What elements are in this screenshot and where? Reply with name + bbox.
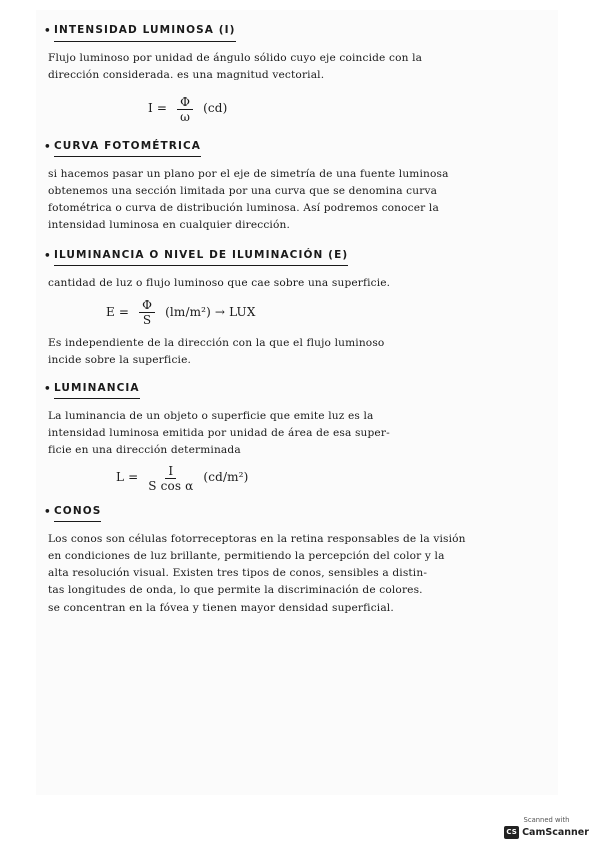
section-intensidad	[44, 22, 554, 124]
section-luminancia	[44, 380, 554, 493]
paragraph: Los conos son células fotorreceptoras en la retina responsables de la visión en condiciones de luz brillante, permitiendo la percepción del color y la alta resolución visual. Existen tres tipos de conos, sensibles a distin- tas longitudes de onda, lo que permite la discriminación de colores. se concentran en la fóvea y tienen mayor densidad superficial.	[48, 532, 466, 614]
formula-iluminancia: E = $\frac{\Phi}{S}$ (lm/m²) → LUX	[106, 298, 256, 328]
camscanner-logo-icon: CS	[504, 826, 519, 839]
paragraph: Flujo luminoso por unidad de ángulo sólido cuyo eje coincide con la dirección considerada. es una magnitud vectorial.	[48, 52, 423, 82]
fraction: $\frac{I}{\text{S cos α}}$	[148, 463, 194, 493]
formula-intensidad: I = $\frac{\Phi}{\omega}$ (cd)	[148, 94, 228, 124]
formula-luminancia: L = $\frac{I}{\text{S cos α}}$ (cd/m²)	[116, 463, 249, 493]
section-heading: • CONOS	[44, 503, 554, 523]
handwritten-notes	[44, 22, 554, 617]
section-iluminancia	[44, 247, 554, 370]
fraction: $\frac{\Phi}{\omega}$	[177, 95, 193, 124]
fraction: $\frac{\Phi}{S}$	[139, 298, 155, 327]
paragraph: si hacemos pasar un plano por el eje de simetría de una fuente luminosa obtenemos una sección limitada por una curva que se denomina curva fotométrica o curva de distribución luminosa. Así podremos conocer la intensidad luminosa en cualquier dirección.	[48, 167, 449, 232]
section-heading: • LUMINANCIA	[44, 380, 554, 400]
camscanner-badge: Scanned with CS CamScanner	[504, 811, 589, 843]
bullet-icon: •	[44, 505, 52, 518]
paragraph: Es independiente de la dirección con la que el flujo luminoso incide sobre la superficie.	[48, 337, 385, 367]
section-heading: • CURVA FOTOMÉTRICA	[44, 138, 554, 158]
bullet-icon: •	[44, 383, 52, 396]
section-curva-fotometrica	[44, 138, 554, 235]
bullet-icon: •	[44, 25, 52, 38]
bullet-icon: •	[44, 250, 52, 263]
paragraph: La luminancia de un objeto o superficie que emite luz es la intensidad luminosa emitida por unidad de área de esa super- ficie en una dirección determinada	[48, 409, 390, 457]
section-heading: • ILUMINANCIA O NIVEL DE ILUMINACIÓN (E)	[44, 247, 554, 267]
section-heading: • INTENSIDAD LUMINOSA (I)	[44, 22, 554, 42]
section-conos	[44, 503, 554, 617]
bullet-icon: •	[44, 140, 52, 153]
paragraph: cantidad de luz o flujo luminoso que cae sobre una superficie.	[48, 276, 391, 289]
